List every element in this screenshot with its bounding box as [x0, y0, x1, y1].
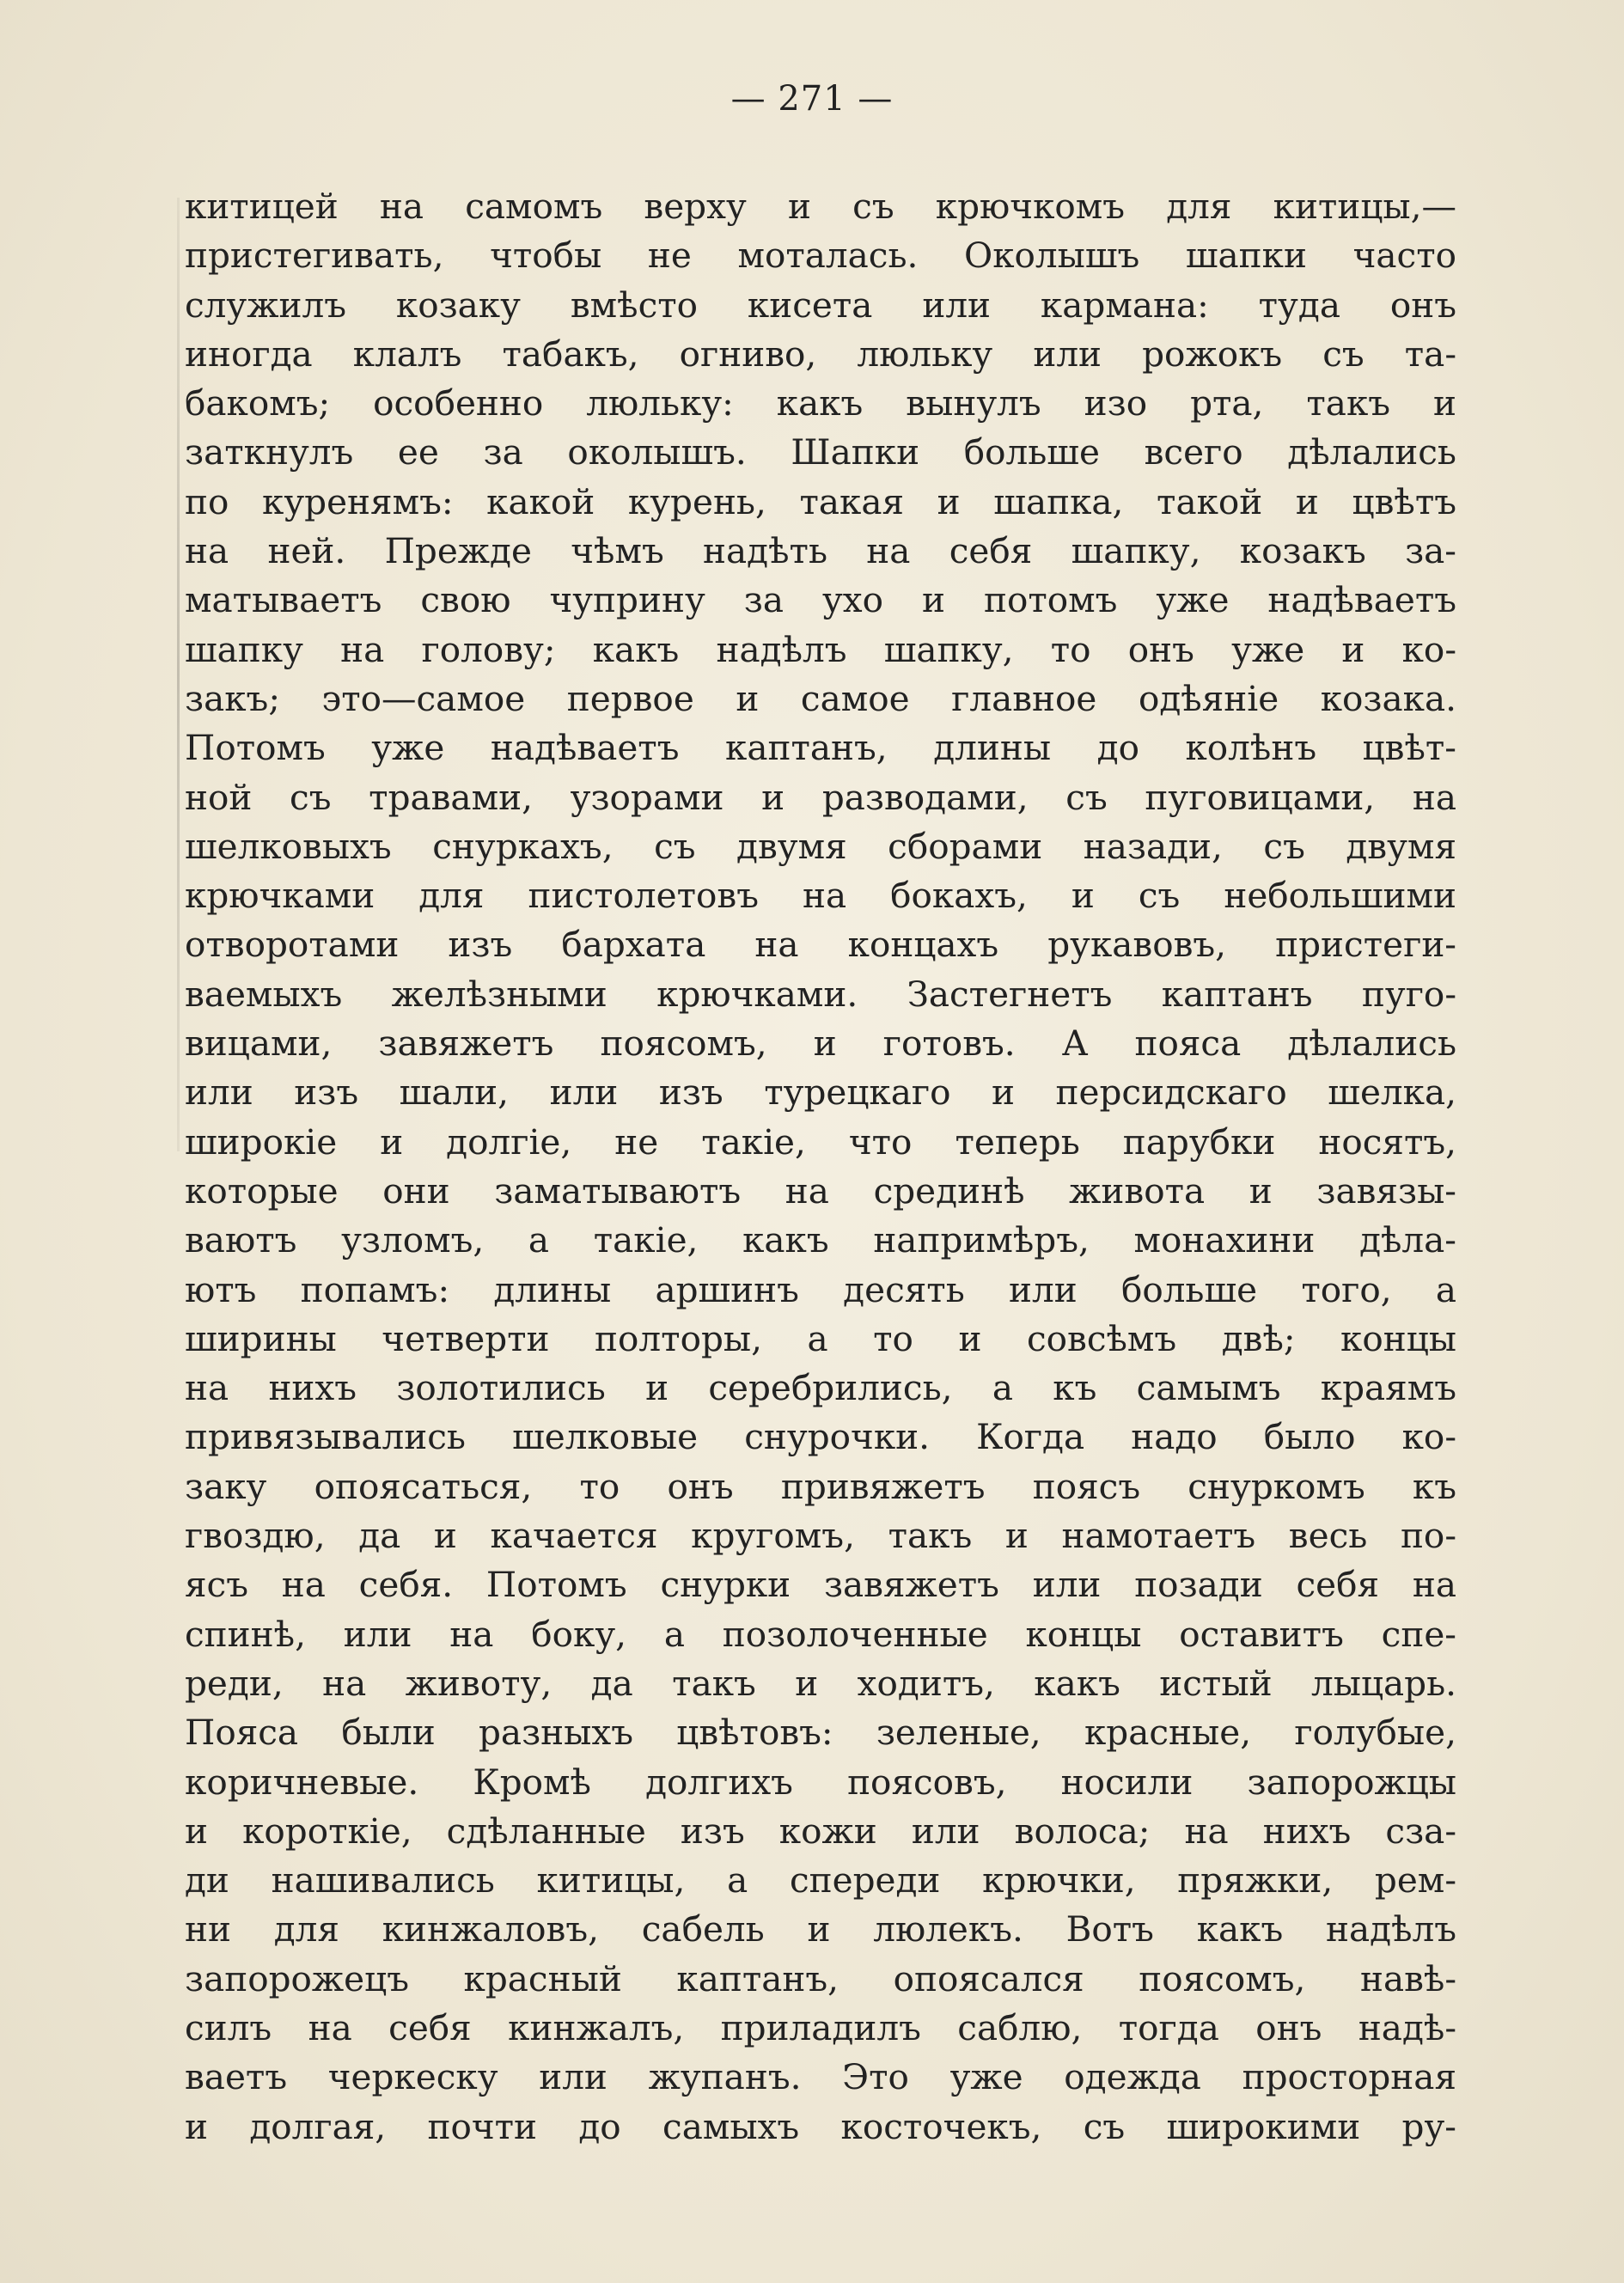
text-line: служилъ козаку вмѣсто кисета или кармана: туда онъ — [185, 284, 1456, 326]
text-line: иногда клалъ табакъ, огниво, люльку или рожокъ съ та- — [185, 333, 1456, 375]
text-line: заку опоясаться, то онъ привяжетъ поясъ снуркомъ къ — [185, 1465, 1456, 1507]
text-line: вицами, завяжетъ поясомъ, и готовъ. А пояса дѣлались — [185, 1022, 1456, 1065]
text-line: ваемыхъ желѣзными крючками. Застегнетъ каптанъ пуго- — [185, 973, 1456, 1015]
page-fold-shadow — [177, 198, 180, 1151]
text-line: спинѣ, или на боку, а позолоченные концы оставитъ спе- — [185, 1613, 1456, 1655]
text-line: силъ на себя кинжалъ, приладилъ саблю, тогда онъ надѣ- — [185, 2006, 1456, 2048]
text-line: Потомъ уже надѣваетъ каптанъ, длины до колѣнъ цвѣт- — [185, 727, 1456, 769]
text-line: на нихъ золотились и серебрились, а къ самымъ краямъ — [185, 1367, 1456, 1409]
text-line: заткнулъ ее за околышъ. Шапки больше всего дѣлались — [185, 431, 1456, 473]
text-line: шапку на голову; какъ надѣлъ шапку, то онъ уже и ко- — [185, 628, 1456, 670]
text-line: бакомъ; особенно люльку: какъ вынулъ изо рта, такъ и — [185, 382, 1456, 424]
text-line: ваетъ черкеску или жупанъ. Это уже одежда просторная — [185, 2056, 1456, 2098]
text-line: матываетъ свою чуприну за ухо и потомъ уже надѣваетъ — [185, 579, 1456, 621]
text-line: ди нашивались китицы, а спереди крючки, пряжки, рем- — [185, 1859, 1456, 1901]
text-line: ваютъ узломъ, а такіе, какъ напримѣръ, монахини дѣла- — [185, 1219, 1456, 1261]
text-line: или изъ шали, или изъ турецкаго и персидскаго шелка, — [185, 1071, 1456, 1114]
text-line: по куренямъ: какой курень, такая и шапка, такой и цвѣтъ — [185, 480, 1456, 522]
text-line: которые они заматываютъ на срединѣ живота и завязы- — [185, 1169, 1456, 1212]
text-line: китицей на самомъ верху и съ крючкомъ для китицы,— — [185, 186, 1456, 227]
body-text — [185, 182, 1456, 2152]
text-line: ясъ на себя. Потомъ снурки завяжетъ или позади себя на — [185, 1564, 1456, 1606]
text-line: крючками для пистолетовъ на бокахъ, и съ небольшими — [185, 875, 1456, 917]
text-line: Пояса были разныхъ цвѣтовъ: зеленые, красные, голубые, — [185, 1712, 1456, 1754]
text-line: широкіе и долгіе, не такіе, что теперь парубки носятъ, — [185, 1120, 1456, 1163]
text-line: гвоздю, да и качается кругомъ, такъ и намотаетъ весь по- — [185, 1515, 1456, 1557]
text-line: коричневые. Кромѣ долгихъ поясовъ, носили запорожцы — [185, 1761, 1456, 1803]
text-line: запорожецъ красный каптанъ, опоясался поясомъ, навѣ- — [185, 1957, 1456, 1999]
text-line: и короткіе, сдѣланные изъ кожи или волоса; на нихъ сза- — [185, 1810, 1456, 1852]
text-line: привязывались шелковые снурочки. Когда надо было ко- — [185, 1416, 1456, 1458]
text-line: отворотами изъ бархата на концахъ рукавовъ, пристеги- — [185, 924, 1456, 966]
page-number: — 271 — — [730, 79, 894, 119]
text-line: ширины четверти полторы, а то и совсѣмъ двѣ; концы — [185, 1317, 1456, 1359]
text-line: ютъ попамъ: длины аршинъ десять или больше того, а — [185, 1268, 1456, 1310]
text-line: ной съ травами, узорами и разводами, съ пуговицами, на — [185, 776, 1456, 818]
text-line: шелковыхъ снуркахъ, съ двумя сборами назади, съ двумя — [185, 825, 1456, 867]
text-line: на ней. Прежде чѣмъ надѣть на себя шапку, козакъ за- — [185, 530, 1456, 572]
text-line: закъ; это—самое первое и самое главное одѣяніе козака. — [185, 677, 1456, 719]
text-line: ни для кинжаловъ, сабель и люлекъ. Вотъ какъ надѣлъ — [185, 1908, 1456, 1950]
text-line: и долгая, почти до самыхъ косточекъ, съ широкими ру- — [185, 2105, 1456, 2147]
text-line: реди, на животу, да такъ и ходитъ, какъ истый лыцарь. — [185, 1662, 1456, 1704]
text-line: пристегивать, чтобы не моталась. Околышъ шапки часто — [185, 235, 1456, 277]
